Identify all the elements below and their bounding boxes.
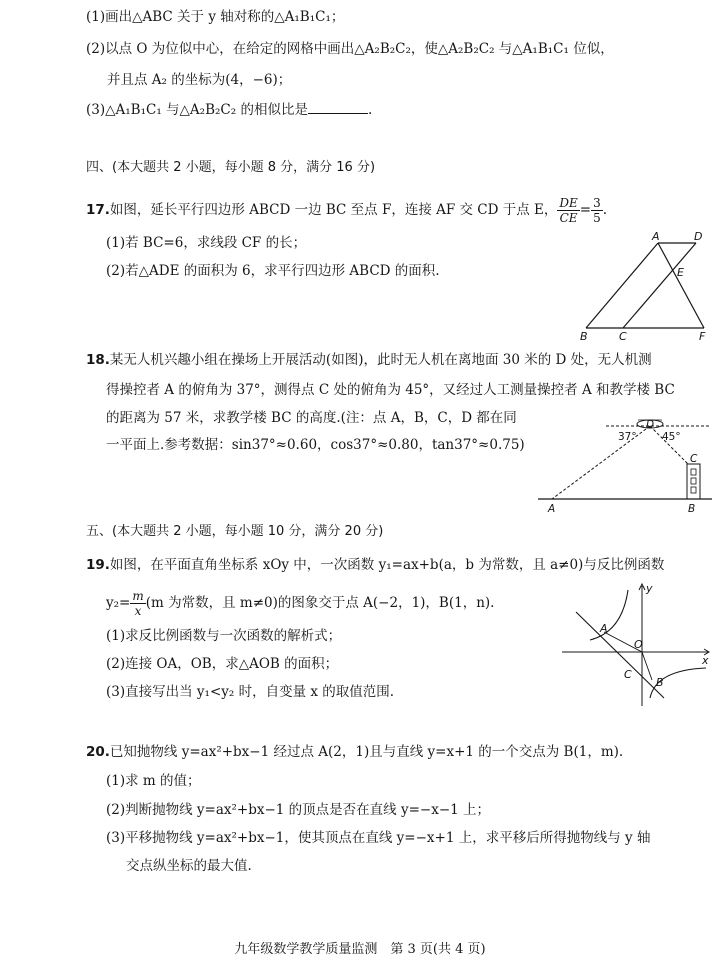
- hyperbola-branch-upper: [590, 590, 628, 640]
- q19-line2: [106, 588, 494, 618]
- q17-number: 17.: [86, 202, 110, 218]
- q18-line1: [86, 351, 652, 369]
- q17-stem-text: 如图，延长平行四边形 ABCD 一边 BC 至点 F，连接 AF 交 CD 于点 E，: [109, 202, 558, 218]
- q20-number: 20.: [86, 744, 110, 760]
- parallelogram-diagram: [570, 228, 715, 343]
- answer-blank: [308, 101, 368, 114]
- q19-line1-text: 如图，在平面直角坐标系 xOy 中，一次函数 y₁=ax+b(a，b 为常数，且 a≠0)与反比例函数: [109, 557, 665, 573]
- label-b: B: [580, 330, 588, 343]
- page-footer: 九年级数学教学质量监测 第 3 页(共 4 页): [234, 942, 486, 957]
- label-a: A: [652, 230, 660, 243]
- q19-line2-text: (m 为常数，且 m≠0)的图象交于点 A(−2，1)，B(1，n).: [145, 595, 495, 611]
- label-d: D: [694, 230, 703, 243]
- angle-45-label: 45°: [662, 431, 681, 443]
- label-e: E: [677, 266, 684, 279]
- section-four-heading: 四、(本大题共 2 小题，每小题 8 分，满分 16 分): [86, 160, 376, 175]
- q17-value-fraction: [591, 196, 603, 225]
- q17-part1: (1)若 BC=6，求线段 CF 的长；: [106, 235, 307, 251]
- q20-part3-line1: (3)平移抛物线 y=ax²+bx−1，使其顶点在直线 y=−x+1 上，求平移后所得抛物线与 y 轴: [106, 830, 651, 846]
- q17-stem: [86, 196, 607, 225]
- q20-part2: (2)判断抛物线 y=ax²+bx−1 的顶点是否在直线 y=−x−1 上；: [106, 802, 491, 818]
- fraction-numerator: 3: [593, 196, 601, 210]
- linear-function-line: [576, 612, 664, 698]
- q17-ratio-fraction: [557, 196, 579, 225]
- line-af: [658, 243, 704, 328]
- q19-y2-label: y₂=: [106, 595, 131, 611]
- fraction-numerator: m: [132, 589, 144, 603]
- q19-part1: (1)求反比例函数与一次函数的解析式；: [106, 628, 342, 644]
- section-five-heading: 五、(本大题共 2 小题，每小题 10 分，满分 20 分): [86, 524, 384, 539]
- q20-part1: (1)求 m 的值；: [106, 773, 201, 789]
- label-c: C: [690, 453, 698, 465]
- y-axis-label: y: [646, 582, 653, 595]
- line-ba: [586, 243, 658, 328]
- q20-part3-line2: 交点纵坐标的最大值.: [126, 858, 252, 874]
- fraction-denominator: CE: [559, 211, 578, 225]
- q17-part2: (2)若△ADE 的面积为 6，求平行四边形 ABCD 的面积.: [106, 263, 440, 279]
- line-dc: [623, 243, 696, 328]
- window-icon: [691, 487, 696, 493]
- x-axis-label: x: [702, 654, 709, 667]
- drone-diagram: [530, 412, 720, 522]
- function-graph: [556, 580, 716, 710]
- label-f: F: [699, 330, 706, 343]
- q16-part3-text: (3)△A₁B₁C₁ 与△A₂B₂C₂ 的相似比是: [86, 102, 308, 118]
- q18-line2: 得操控者 A 的俯角为 37°，测得点 C 处的俯角为 45°，又经过人工测量操控者 A 和教学楼 BC: [106, 382, 675, 398]
- window-icon: [691, 478, 696, 484]
- label-b: B: [688, 503, 696, 515]
- q18-number: 18.: [86, 352, 110, 368]
- q19-m-over-x: [130, 589, 145, 618]
- q16-part2-line2: 并且点 A₂ 的坐标为(4，−6)；: [107, 72, 292, 88]
- q18-line1-text: 某无人机兴趣小组在操场上开展活动(如图)，此时无人机在离地面 30 米的 D 处，无人机测: [109, 352, 652, 368]
- q19-number: 19.: [86, 557, 110, 573]
- origin-label: O: [634, 638, 643, 651]
- period: .: [602, 202, 608, 218]
- fraction-denominator: x: [134, 604, 142, 618]
- label-c: C: [619, 330, 627, 343]
- segment-ob: [642, 652, 652, 680]
- q20-stem-text: 已知抛物线 y=ax²+bx−1 经过点 A(2，1)且与直线 y=x+1 的一个交点为 B(1，m).: [109, 744, 624, 760]
- label-a: A: [600, 622, 608, 635]
- angle-37-label: 37°: [618, 431, 637, 443]
- label-b: B: [656, 676, 664, 689]
- q16-part1: (1)画出△ABC 关于 y 轴对称的△A₁B₁C₁；: [86, 9, 345, 25]
- q20-stem: [86, 743, 623, 761]
- q16-part3-end: .: [367, 102, 373, 118]
- q18-line3: 的距离为 57 米，求教学楼 BC 的高度.(注：点 A，B，C，D 都在同: [106, 410, 517, 426]
- label-a: A: [548, 503, 556, 515]
- equals-sign: =: [579, 202, 592, 218]
- label-c: C: [624, 668, 632, 681]
- fraction-numerator: DE: [559, 196, 578, 210]
- q16-part2-line1: (2)以点 O 为位似中心，在给定的网格中画出△A₂B₂C₂，使△A₂B₂C₂ 与△A₁B₁C₁ 位似，: [86, 41, 614, 57]
- q18-line4: 一平面上.参考数据：sin37°≈0.60，cos37°≈0.80，tan37°≈0.75): [106, 437, 525, 453]
- label-d: D: [646, 419, 655, 431]
- q19-part3: (3)直接写出当 y₁<y₂ 时，自变量 x 的取值范围.: [106, 684, 395, 700]
- window-icon: [691, 469, 696, 475]
- q16-part3: [86, 101, 372, 119]
- fraction-denominator: 5: [593, 211, 601, 225]
- q19-part2: (2)连接 OA，OB，求△AOB 的面积；: [106, 656, 339, 672]
- q19-line1: [86, 556, 664, 574]
